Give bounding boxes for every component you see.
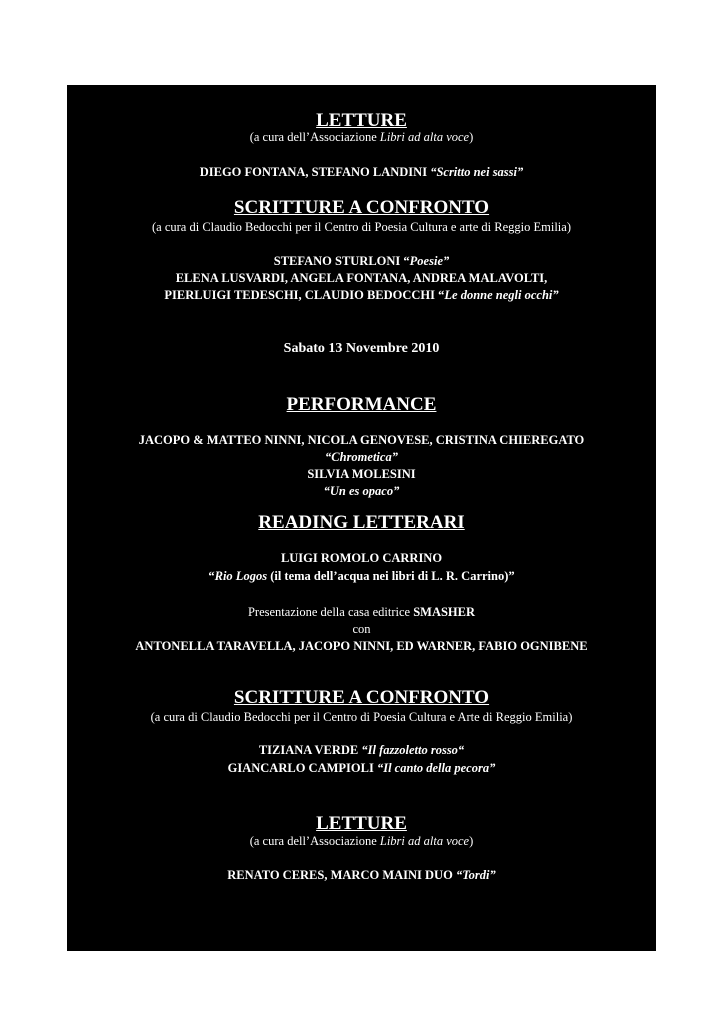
performers-line: TIZIANA VERDE “Il fazzoletto rosso“ xyxy=(258,743,465,757)
connector-word: con xyxy=(352,622,371,636)
section-subtitle: (a cura dell’Associazione Libri ad alta voce) xyxy=(249,130,474,144)
section-heading: SCRITTURE A CONFRONTO xyxy=(233,687,490,708)
section-subtitle: (a cura di Claudio Bedocchi per il Centro di Poesia Cultura e Arte di Reggio Emilia) xyxy=(150,710,573,724)
section-heading: READING LETTERARI xyxy=(258,512,465,533)
author-line: LUIGI ROMOLO CARRINO xyxy=(280,551,443,565)
performers-line: DIEGO FONTANA, STEFANO LANDINI “Scritto nei sassi” xyxy=(199,165,524,179)
work-title: “Un es opaco” xyxy=(323,484,400,498)
work-title: “Rio Logos (il tema dell’acqua nei libri di L. R. Carrino)” xyxy=(208,569,515,583)
performers-line: JACOPO & MATTEO NINNI, NICOLA GENOVESE, CRISTINA CHIEREGATO xyxy=(138,433,585,447)
section-heading: LETTURE xyxy=(316,110,407,131)
publisher-line: Presentazione della casa editrice SMASHER xyxy=(247,605,476,619)
work-title: “Chrometica” xyxy=(325,450,398,464)
performers-line: PIERLUIGI TEDESCHI, CLAUDIO BEDOCCHI “Le donne negli occhi” xyxy=(164,288,559,302)
event-program-panel xyxy=(67,85,656,951)
performers-line: SILVIA MOLESINI xyxy=(307,467,416,481)
performers-line: ANTONELLA TARAVELLA, JACOPO NINNI, ED WARNER, FABIO OGNIBENE xyxy=(135,639,588,653)
section-heading: SCRITTURE A CONFRONTO xyxy=(233,197,490,218)
performers-line: STEFANO STURLONI “Poesie” xyxy=(273,254,450,268)
section-subtitle: (a cura di Claudio Bedocchi per il Centro di Poesia Cultura e arte di Reggio Emilia) xyxy=(152,220,571,234)
performers-line: ELENA LUSVARDI, ANGELA FONTANA, ANDREA MALAVOLTI, xyxy=(175,271,548,285)
event-date: Sabato 13 Novembre 2010 xyxy=(283,341,440,356)
section-subtitle: (a cura dell’Associazione Libri ad alta voce) xyxy=(249,834,474,848)
section-heading: LETTURE xyxy=(316,813,407,834)
section-heading: PERFORMANCE xyxy=(286,394,437,415)
performers-line: RENATO CERES, MARCO MAINI DUO “Tordi” xyxy=(227,868,496,882)
performers-line: GIANCARLO CAMPIOLI “Il canto della pecora” xyxy=(227,761,496,775)
